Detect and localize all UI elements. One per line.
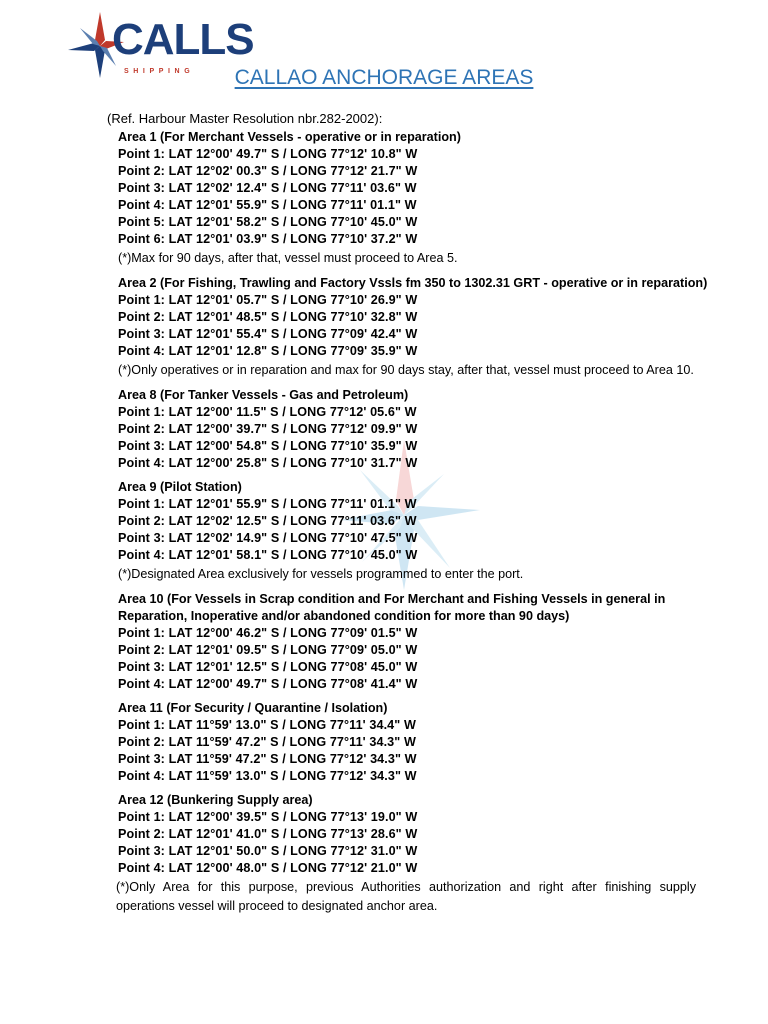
area-point: Point 1: LAT 12°00' 39.5" S / LONG 77°13' 19.0" W	[118, 810, 418, 824]
area-point: Point 1: LAT 11°59' 13.0" S / LONG 77°11' 34.4" W	[118, 718, 416, 732]
area-point: Point 4: LAT 11°59' 13.0" S / LONG 77°12' 34.3" W	[118, 769, 417, 783]
area-title: Area 12 (Bunkering Supply area)	[118, 793, 313, 807]
area-point: Point 2: LAT 12°01' 41.0" S / LONG 77°13' 28.6" W	[118, 827, 418, 841]
area-point: Point 3: LAT 12°01' 12.5" S / LONG 77°08' 45.0" W	[118, 660, 418, 674]
area-point: Point 3: LAT 12°01' 55.4" S / LONG 77°09' 42.4" W	[118, 327, 418, 341]
area-point: Point 4: LAT 12°00' 49.7" S / LONG 77°08' 41.4" W	[118, 677, 418, 691]
area-point: Point 2: LAT 12°01' 48.5" S / LONG 77°10' 32.8" W	[118, 310, 418, 324]
area-title: Area 1 (For Merchant Vessels - operative or in reparation)	[118, 130, 461, 144]
area-point: Point 2: LAT 11°59' 47.2" S / LONG 77°11' 34.3" W	[118, 735, 416, 749]
area-point: Point 1: LAT 12°00' 46.2" S / LONG 77°09' 01.5" W	[118, 626, 418, 640]
page-title: CALLAO ANCHORAGE AREAS	[234, 66, 534, 89]
area-point: Point 1: LAT 12°01' 55.9" S / LONG 77°11' 01.1" W	[118, 497, 417, 511]
area-point: Point 2: LAT 12°02' 00.3" S / LONG 77°12' 21.7" W	[118, 164, 418, 178]
area-point: Point 1: LAT 12°00' 11.5" S / LONG 77°12' 05.6" W	[118, 405, 417, 419]
area-2	[118, 275, 708, 380]
area-10	[118, 591, 696, 693]
area-title: Area 10 (For Vessels in Scrap condition and For Merchant and Fishing Vessels in general in Reparation, Inoperative and/or abandoned condition for more than 90 days)	[118, 592, 666, 623]
area-point: Point 4: LAT 12°01' 12.8" S / LONG 77°09' 35.9" W	[118, 344, 418, 358]
area-point: Point 3: LAT 12°01' 50.0" S / LONG 77°12' 31.0" W	[118, 844, 418, 858]
area-title: Area 11 (For Security / Quarantine / Isolation)	[118, 701, 388, 715]
area-1	[118, 129, 696, 268]
area-point: Point 4: LAT 12°00' 48.0" S / LONG 77°12' 21.0" W	[118, 861, 418, 875]
area-point: Point 4: LAT 12°01' 58.1" S / LONG 77°10' 45.0" W	[118, 548, 418, 562]
logo-brand-text: CALLS	[112, 15, 254, 64]
area-8	[118, 387, 696, 472]
area-title: Area 2 (For Fishing, Trawling and Factory Vssls fm 350 to 1302.31 GRT - operative or in reparation)	[118, 276, 708, 290]
logo-sub-text: SHIPPING	[124, 68, 195, 75]
area-note: (*)Max for 90 days, after that, vessel must proceed to Area 5.	[118, 251, 458, 265]
area-title: Area 8 (For Tanker Vessels - Gas and Petroleum)	[118, 388, 409, 402]
area-note: (*)Only Area for this purpose, previous Authorities authorization and right after finishing supply operations vessel will proceed to designated anchor area.	[116, 880, 696, 913]
area-11	[118, 700, 696, 785]
area-9	[118, 479, 696, 584]
area-point: Point 2: LAT 12°02' 12.5" S / LONG 77°11' 03.6" W	[118, 514, 417, 528]
area-point: Point 5: LAT 12°01' 58.2" S / LONG 77°10' 45.0" W	[118, 215, 418, 229]
area-note: (*)Designated Area exclusively for vessels programmed to enter the port.	[118, 567, 524, 581]
area-note: (*)Only operatives or in reparation and max for 90 days stay, after that, vessel must proceed to Area 10.	[118, 363, 694, 377]
area-point: Point 1: LAT 12°01' 05.7" S / LONG 77°10' 26.9" W	[118, 293, 418, 307]
area-point: Point 3: LAT 11°59' 47.2" S / LONG 77°12' 34.3" W	[118, 752, 417, 766]
area-point: Point 4: LAT 12°00' 25.8" S / LONG 77°10' 31.7" W	[118, 456, 418, 470]
area-point: Point 6: LAT 12°01' 03.9" S / LONG 77°10' 37.2" W	[118, 232, 418, 246]
reference-line: (Ref. Harbour Master Resolution nbr.282-2002):	[107, 111, 383, 126]
area-point: Point 4: LAT 12°01' 55.9" S / LONG 77°11' 01.1" W	[118, 198, 417, 212]
area-point: Point 1: LAT 12°00' 49.7" S / LONG 77°12' 10.8" W	[118, 147, 418, 161]
area-point: Point 2: LAT 12°00' 39.7" S / LONG 77°12' 09.9" W	[118, 422, 418, 436]
area-12	[118, 792, 696, 916]
area-title: Area 9 (Pilot Station)	[118, 480, 242, 494]
area-point: Point 3: LAT 12°00' 54.8" S / LONG 77°10' 35.9" W	[118, 439, 418, 453]
anchorage-areas-list	[116, 129, 708, 923]
area-point: Point 2: LAT 12°01' 09.5" S / LONG 77°09' 05.0" W	[118, 643, 418, 657]
area-point: Point 3: LAT 12°02' 12.4" S / LONG 77°11' 03.6" W	[118, 181, 417, 195]
area-point: Point 3: LAT 12°02' 14.9" S / LONG 77°10' 47.5" W	[118, 531, 418, 545]
